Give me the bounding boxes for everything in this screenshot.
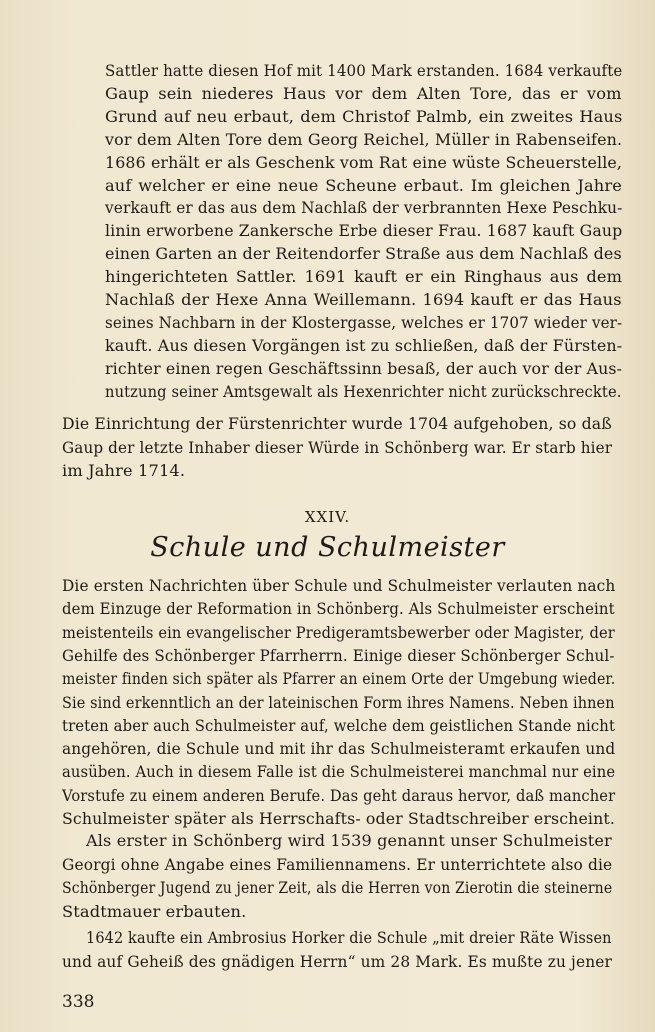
text-line: kauft. Aus diesen Vorgängen ist zu schließen, daß der Fürsten- xyxy=(105,335,623,355)
text-line: 1642 kaufte ein Ambrosius Horker die Schule „mit dreier Räte Wissen xyxy=(86,928,612,947)
text-line: hingerichteten Sattler. 1691 kauft er ein Ringhaus aus dem xyxy=(105,267,623,287)
text-line: Schulmeister später als Herrschafts- oder Stadtschreiber erscheint. xyxy=(62,809,615,828)
text-line: Gehilfe des Schönberger Pfarrherrn. Einige dieser Schönberger Schul- xyxy=(62,645,615,665)
text-line: 1686 erhält er als Geschenk vom Rat eine wüste Scheuerstelle, xyxy=(105,152,623,172)
page-number: 338 xyxy=(62,992,95,1012)
text-line: Sie sind erkenntlich an der lateinischen Form ihres Namens. Neben ihnen xyxy=(62,692,615,712)
text-line: Nachlaß der Hexe Anna Weillemann. 1694 kauft er das Haus xyxy=(105,290,622,309)
text-line: und auf Geheiß des gnädigen Herrn“ um 28 Mark. Es mußte zu jener xyxy=(62,952,612,971)
text-line: Gaup der letzte Inhaber dieser Würde in Schönberg war. Er starb hier xyxy=(62,437,613,457)
section-number: XXIV. xyxy=(304,508,351,526)
text-line: meister finden sich später als Pfarrer an einem Orte der Umgebung wieder. xyxy=(62,669,616,689)
text-line: treten aber auch Schulmeister auf, welche dem geistlichen Stande nicht xyxy=(62,715,616,735)
text-line: angehören, die Schule und mit ihr das Schulmeisteramt erkaufen und xyxy=(62,739,616,759)
text-line: Die ersten Nachrichten über Schule und Schulmeister verlauten nach xyxy=(62,576,616,595)
text-line: Gaup sein niederes Haus vor dem Alten Tore, das er vom xyxy=(105,83,622,103)
text-line: Georgi ohne Angabe eines Familiennamens. Er unterrichtete also die xyxy=(62,854,613,874)
text-line: ausüben. Auch in diesem Falle ist die Schulmeisterei manchmal nur eine xyxy=(62,762,616,782)
text-line: linin erworbene Zankersche Erbe dieser Frau. 1687 kauft Gaup xyxy=(105,221,623,241)
text-line: Als erster in Schönberg wird 1539 genannt unser Schulmeister xyxy=(86,831,612,850)
text-line: auf welcher er eine neue Scheune erbaut. Im gleichen Jahre xyxy=(105,175,622,195)
text-line: meistenteils ein evangelischer Predigeramtsbewerber oder Magister, der xyxy=(62,622,615,642)
text-line: nutzung seiner Amtsgewalt als Hexenrichter nicht zurückschreckte. xyxy=(105,381,622,401)
text-line: Schönberger Jugend zu jener Zeit, als die Herren von Zierotin die steinerne xyxy=(62,878,613,897)
text-line: Die Einrichtung der Fürstenrichter wurde 1704 aufgehoben, so daß xyxy=(62,414,612,433)
text-line: dem Einzuge der Reformation in Schönberg. Als Schulmeister erscheint xyxy=(62,599,615,619)
text-line: im Jahre 1714. xyxy=(62,461,186,480)
text-line: richter einen regen Geschäftssinn besaß, der auch vor der Aus- xyxy=(105,358,623,378)
text-line: Vorstufe zu einem anderen Berufe. Das geht daraus hervor, daß mancher xyxy=(62,785,616,805)
section-title: Schule und Schulmeister xyxy=(150,532,505,563)
text-line: Stadtmauer erbauten. xyxy=(62,901,247,921)
text-line: seines Nachbarn in der Klostergasse, welches er 1707 wieder ver- xyxy=(105,312,623,332)
text-line: einen Garten an der Reitendorfer Straße aus dem Nachlaß des xyxy=(105,244,622,264)
text-line: Grund auf neu erbaut, dem Christof Palmb, ein zweites Haus xyxy=(105,106,623,126)
text-line: Sattler hatte diesen Hof mit 1400 Mark erstanden. 1684 verkaufte xyxy=(105,61,623,80)
text-line: vor dem Alten Tore dem Georg Reichel, Müller in Rabenseifen. xyxy=(105,129,623,149)
text-line: verkauft er das aus dem Nachlaß der verbrannten Hexe Peschku- xyxy=(105,198,623,218)
